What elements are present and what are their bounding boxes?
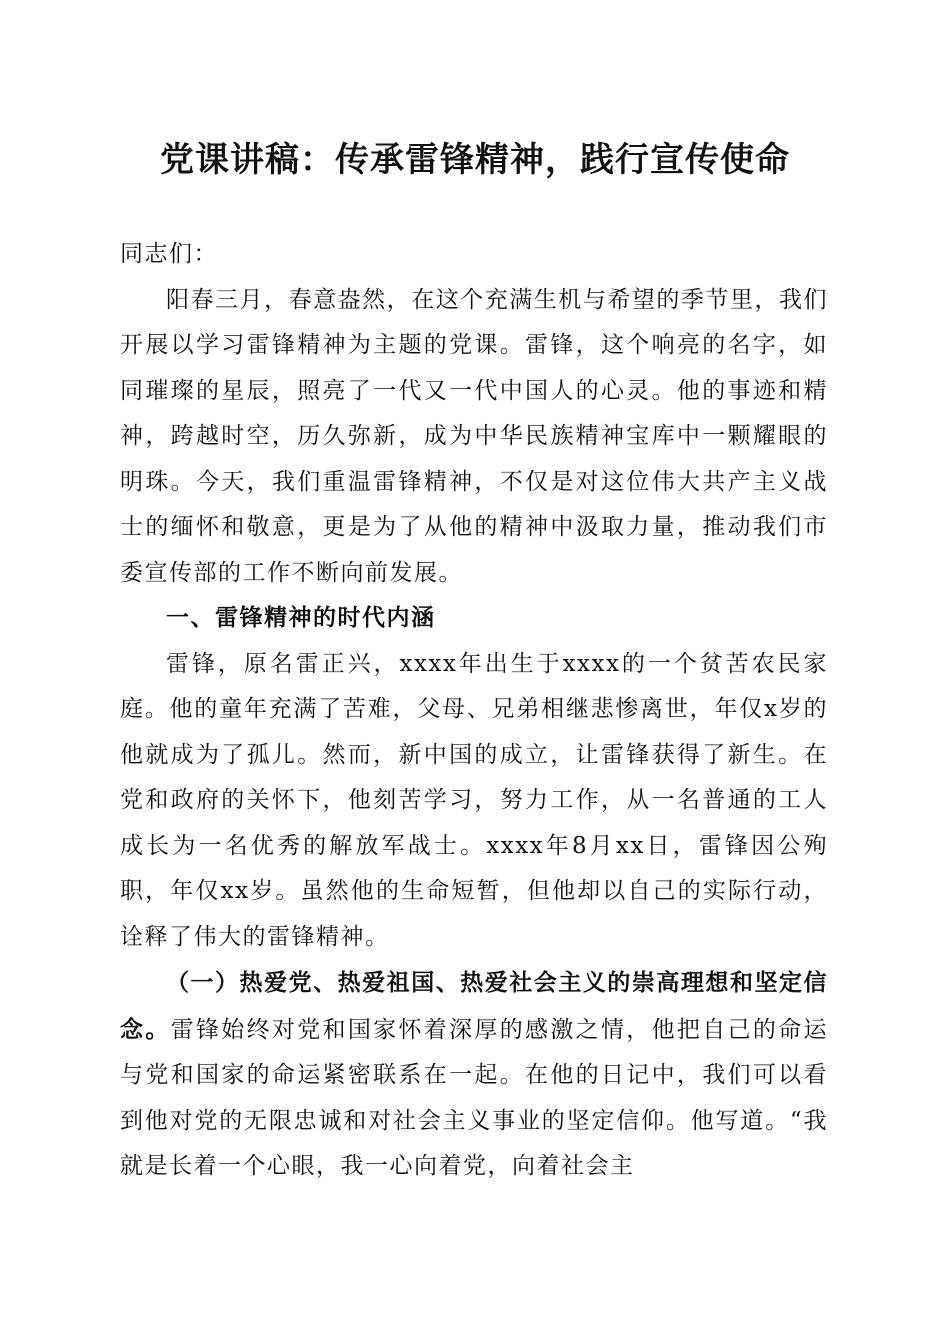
document-title: 党课讲稿：传承雷锋精神，践行宣传使命 [160, 140, 790, 180]
section-heading-1: 一、雷锋精神的时代内涵 [166, 605, 436, 631]
subsection-1-text: 雷锋始终对党和国家怀着深厚的感激之情，他把自己的命运与党和国家的命运紧密联系在一起。在他的日记中，我们可以看到他对党的无限忠诚和对社会主义事业的坚定信仰。他写道。“我就是长着一个心眼，我一心向着党，向着社会主 [120, 1016, 829, 1179]
section-1-paragraph: 雷锋，原名雷正兴，xxxx年出生于xxxx的一个贫苦农民家庭。他的童年充满了苦难，父母、兄弟相继悲惨离世，年仅x岁的他就成为了孤儿。然而，新中国的成立，让雷锋获得了新生。在党和政府的关怀下，他刻苦学习，努力工作，从一名普通的工人成长为一名优秀的解放军战士。xxxx年8月xx日，雷锋因公殉职，年仅xx岁。虽然他的生命短暂，但他却以自己的实际行动，诠释了伟大的雷锋精神。 [120, 650, 828, 950]
intro-paragraph: 阳春三月，春意盎然，在这个充满生机与希望的季节里，我们开展以学习雷锋精神为主题的党课。雷锋，这个响亮的名字，如同璀璨的星辰，照亮了一代又一代中国人的心灵。他的事迹和精神，跨越时空，历久弥新，成为中华民族精神宝库中一颗耀眼的明珠。今天，我们重温雷锋精神，不仅是对这位伟大共产主义战士的缅怀和敬意，更是为了从他的精神中汲取力量，推动我们市委宣传部的工作不断向前发展。 [120, 286, 828, 586]
salutation: 同志们： [120, 241, 218, 267]
subsection-1-paragraph [120, 960, 828, 1190]
document-body [120, 232, 828, 1190]
subsection-1-lead: （一）热爱党、热爱祖国、热爱社会主义的崇高理想和坚定信念。 [120, 969, 828, 1043]
